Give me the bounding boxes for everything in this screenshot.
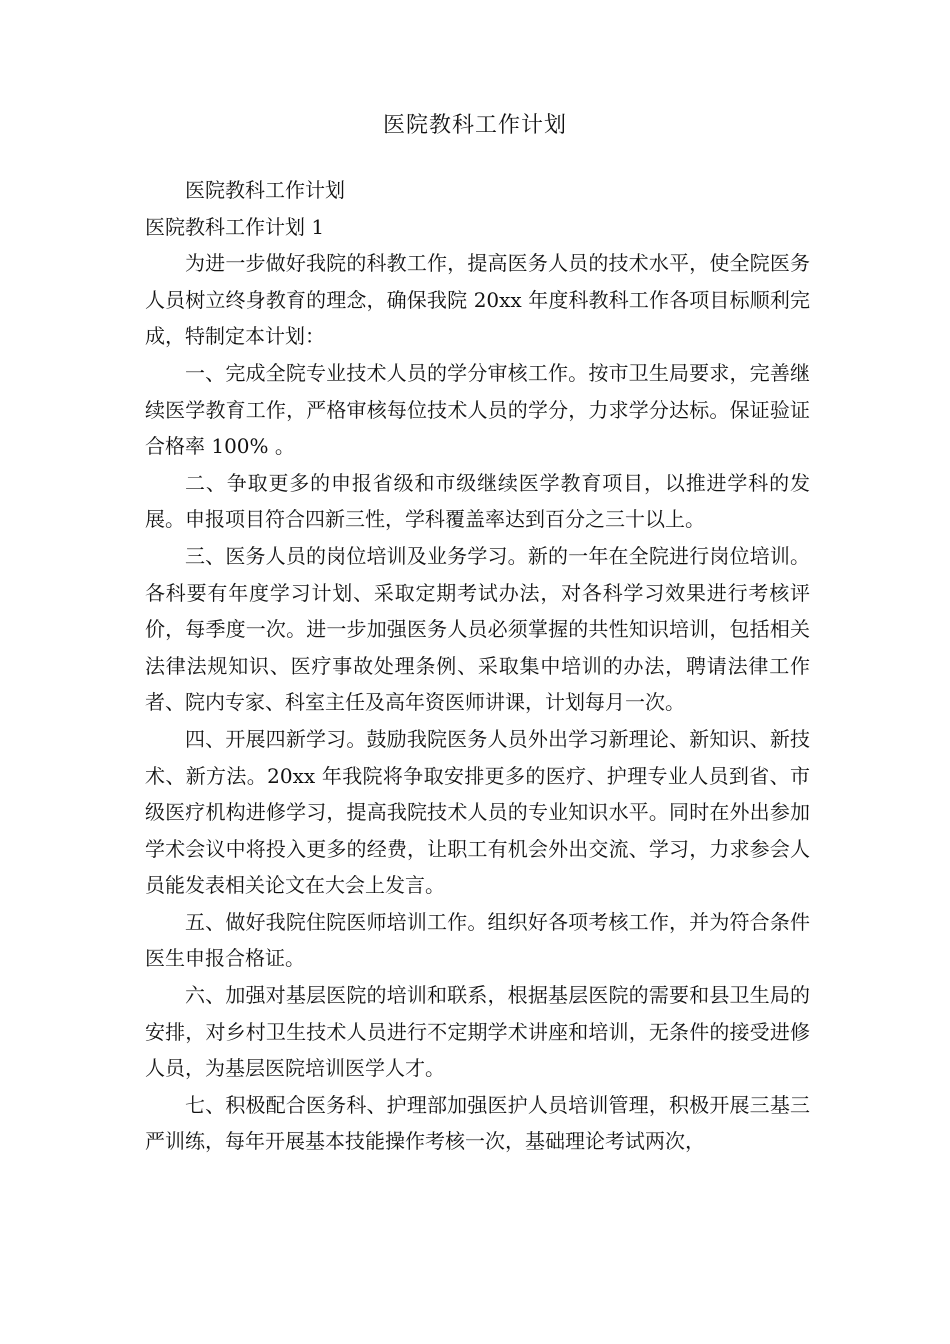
paragraph-intro: 为进一步做好我院的科教工作，提高医务人员的技术水平，使全院医务人员树立终身教育的理念，确保我院 20xx 年度科教科工作各项目标顺利完成，特制定本计划：: [145, 251, 810, 349]
document-subtitle: 医院教科工作计划: [185, 178, 345, 202]
paragraph-item-2: 二、争取更多的申报省级和市级继续医学教育项目，以推进学科的发展。申报项目符合四新三性，学科覆盖率达到百分之三十以上。: [145, 470, 810, 532]
paragraph-item-1: 一、完成全院专业技术人员的学分审核工作。按市卫生局要求，完善继续医学教育工作，严格审核每位技术人员的学分，力求学分达标。保证验证合格率 100% 。: [145, 360, 810, 459]
paragraph-item-4: 四、开展四新学习。鼓励我院医务人员外出学习新理论、新知识、新技术、新方法。20xx 年我院将争取安排更多的医疗、护理专业人员到省、市级医疗机构进修学习，提高我院技术人员的专业知识水平。同时在外出参加学术会议中将投入更多的经费，让职工有机会外出交流、学习，力求参会人员能发表相关论文在大会上发言。: [145, 726, 810, 898]
section-heading: 医院教科工作计划 1: [145, 214, 325, 239]
document-title: 医院教科工作计划: [382, 113, 567, 138]
paragraph-item-6: 六、加强对基层医院的培训和联系，根据基层医院的需要和县卫生局的安排，对乡村卫生技术人员进行不定期学术讲座和培训，无条件的接受进修人员，为基层医院培训医学人才。: [145, 983, 810, 1081]
document-body: [145, 172, 810, 1160]
paragraph-item-3: 三、医务人员的岗位培训及业务学习。新的一年在全院进行岗位培训。各科要有年度学习计划、采取定期考试办法，对各科学习效果进行考核评价，每季度一次。进一步加强医务人员必须掌握的共性知识培训，包括相关法律法规知识、医疗事故处理条例、采取集中培训的办法，聘请法律工作者、院内专家、科室主任及高年资医师讲课，计划每月一次。: [145, 543, 810, 715]
paragraph-item-5: 五、做好我院住院医师培训工作。组织好各项考核工作，并为符合条件医生申报合格证。: [145, 909, 810, 971]
paragraph-item-7: 七、积极配合医务科、护理部加强医护人员培训管理，积极开展三基三严训练，每年开展基本技能操作考核一次，基础理论考试两次，: [145, 1092, 810, 1154]
